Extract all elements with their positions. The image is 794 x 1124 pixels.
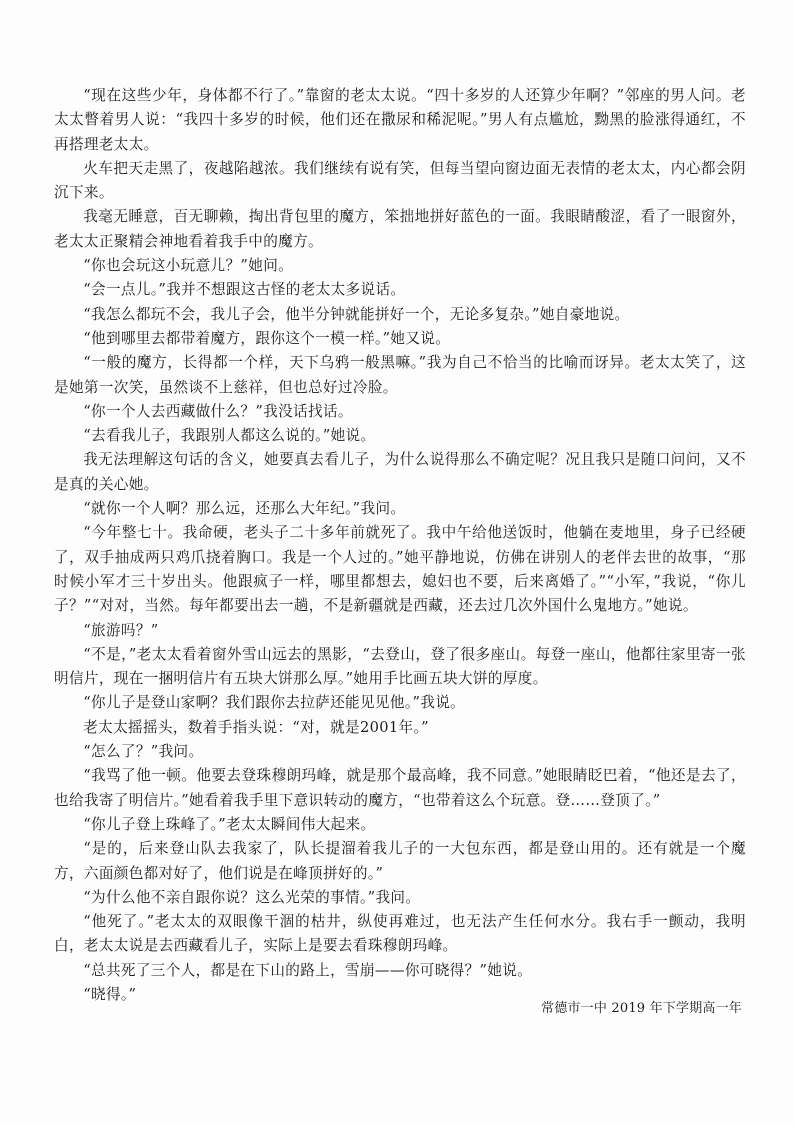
paragraph: “晓得。” [83,985,137,1003]
paragraph: “我怎么都玩不会，我儿子会，他半分钟就能拼好一个，无论多复杂。”她自豪地说。 [83,305,630,323]
paragraph: “旅游吗？” [83,621,159,639]
paragraph: “怎么了？”我问。 [83,743,204,761]
paragraph: “你也会玩这小玩意儿？”她问。 [83,257,294,275]
paragraph: “我骂了他一顿。他要去登珠穆朗玛峰，就是那个最高峰，我不同意。”她眼睛眨巴着，“他还是去了，也给我寄了明信片。”她看着我手里下意识转动的魔方，“也带着这么个玩意。登……登顶了。” [54,767,746,809]
paragraph: “今年整七十。我命硬，老头子二十多年前就死了。我中午给他送饭时，他躺在麦地里，身子已经硬了，双手抽成两只鸡爪挠着胸口。我是一个人过的。”她平静地说，仿佛在讲别人的老伴去世的故事，“那时候小军才三十岁出头。他跟疯子一样，哪里都想去，媳妇也不要，后来离婚了。”“小军，”我说，“你儿子？”“对对，当然。每年都要出去一趟，不是新疆就是西藏，还去过几次外国什么鬼地方。”她说。 [54,524,746,615]
paragraph: “不是，”老太太看着窗外雪山远去的黑影，“去登山，登了很多座山。每登一座山，他都往家里寄一张明信片，现在一捆明信片有五块大饼那么厚。”她用手比画五块大饼的厚度。 [54,645,746,688]
paragraph: “他到哪里去都带着魔方，跟你这个一模一样。”她又说。 [83,329,451,347]
paragraph: “为什么他不亲自跟你说？这么光荣的事情。”我问。 [83,888,421,906]
paragraph: 我无法理解这句话的含义，她要真去看儿子，为什么说得那么不确定呢？况且我只是随口问问，又不是真的关心她。 [54,451,746,493]
paragraph: “他死了。”老太太的双眼像干涸的枯井，纵使再难过，也无法产生任何水分。我右手一颤动，我明白，老太太说是去西藏看儿子，实际上是要去看珠穆朗玛峰。 [54,913,746,955]
paragraph: “就你一个人啊？那么远，还那么大年纪。”我问。 [83,500,406,518]
paragraph: “你儿子是登山家啊？我们跟你去拉萨还能见见他。”我说。 [83,694,466,712]
story-text [54,84,746,1007]
paragraph: “去看我儿子，我跟别人都这么说的。”她说。 [83,427,376,445]
page-footer: 常德市一中 2019 年下学期高一年 [541,1001,742,1016]
paragraph: “会一点儿。”我并不想跟这古怪的老太太多说话。 [83,281,406,299]
paragraph: 老太太摇摇头，数着手指头说：“对，就是2001年。” [83,718,429,736]
paragraph: “现在这些少年，身体都不行了。”靠窗的老太太说。“四十多岁的人还算少年啊？”邻座的男人问。老太太瞥着男人说：“我四十多岁的时候，他们还在撒尿和稀泥呢。”男人有点尴尬，黝黑的脸涨得通红，不再搭理老太太。 [54,87,746,153]
paragraph: “你一个人去西藏做什么？”我没话找话。 [83,402,353,420]
paragraph: 我毫无睡意，百无聊赖，掏出背包里的魔方，笨拙地拼好蓝色的一面。我眼睛酸涩，看了一眼窗外，老太太正聚精会神地看着我手中的魔方。 [54,208,746,250]
paragraph: “总共死了三个人，都是在下山的路上，雪崩——你可晓得？”她说。 [83,961,533,979]
paragraph: 火车把天走黑了，夜越陷越浓。我们继续有说有笑，但每当望向窗边面无表情的老太太，内心都会阴沉下来。 [54,159,746,202]
paragraph: “你儿子登上珠峰了。”老太太瞬间伟大起来。 [83,815,376,833]
paragraph: “是的，后来登山队去我家了，队长提溜着我儿子的一大包东西，都是登山用的。还有就是一个魔方，六面颜色都对好了，他们说是在峰顶拼好的。” [54,840,746,882]
paragraph: “一般的魔方，长得都一个样，天下乌鸦一般黑嘛。”我为自己不恰当的比喻而讶异。老太太笑了，这是她第一次笑，虽然谈不上慈祥，但也总好过冷脸。 [54,354,746,396]
